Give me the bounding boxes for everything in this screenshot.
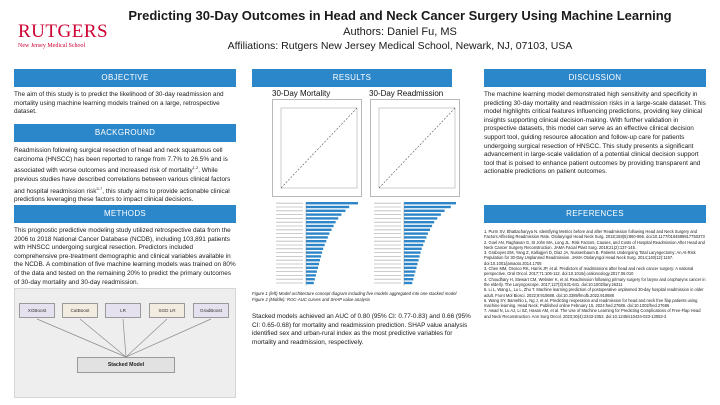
results-heading: RESULTS — [252, 69, 452, 87]
background-heading: BACKGROUND — [14, 124, 236, 142]
shap-chart-mortality — [272, 199, 362, 289]
shap-bar — [404, 210, 445, 212]
background-text-c: , this study aims to provide actionable clinical predictions leveraging these factors to impact clinical decisions. — [14, 187, 230, 204]
figure-caption-1: Figure 1 (left) Model architecture concept diagram including five models aggregated into one stacked model — [252, 291, 457, 296]
background-text-a: Readmission following surgical resection of head and neck squamous cell carcinoma (HNSCC) has been reported to range from 7.7% to 26.5% and is associated with worse outcomes and increased risk of mortality — [14, 147, 228, 175]
figure-caption-2: Figure 2 (Middle): ROC-AUC curves and SHAP value analysis — [252, 296, 371, 302]
shap-bar — [306, 232, 329, 234]
shap-bar — [306, 202, 358, 204]
reference-item: 2. Goel AN, Raghavan G, St John MA, Long JL. Risk Factors, Causes, and Costs of Hospital Readmission After Head and Neck Cancer Surgery Reconstruction. JAMA Facial Plast Surg. 2019;21(2):137-145. — [484, 239, 705, 250]
roc-plot-frame — [281, 108, 357, 188]
shap-bar — [306, 278, 315, 280]
references-list — [484, 229, 706, 319]
shap-bar — [306, 282, 314, 284]
poster-header — [0, 0, 720, 62]
model-box-gradboost: GradBoost — [193, 303, 229, 318]
shap-bar — [306, 263, 319, 265]
roc-svg-mortality — [273, 100, 361, 196]
shap-bar — [404, 282, 412, 284]
objective-heading: OBJECTIVE — [14, 69, 236, 87]
model-box-xgboost: XGBoost — [19, 303, 55, 318]
reference-item: 5. Li L, Wang L, Lu L, Zhu T. Machine learning prediction of postoperative unplanned 30-day hospital readmission in older adult. Front Mol Biosci. 2022;9:910688. doi:10.3389/fmolb.2022.910688 — [484, 287, 704, 298]
logo-subtitle: New Jersey Medical School — [18, 43, 86, 49]
shap-svg-mortality — [272, 199, 362, 289]
shap-bar — [306, 244, 325, 246]
logo-wordmark: RUTGERS — [18, 21, 109, 42]
poster-title: Predicting 30-Day Outcomes in Head and Neck Cancer Surgery Using Machine Learning — [128, 8, 672, 23]
background-text — [14, 147, 236, 205]
shap-bar — [306, 213, 341, 215]
methods-heading: METHODS — [14, 205, 236, 223]
reference-item: 1. Purm SV, Bhattacharyya N. Identifying Metrics before and after Readmission following Head and Neck Surgery and Factors Affecting Readmission Rate. Otolaryngol Head Neck Surg. 2018;158(5):860-866. doi:10.1177/0194599817750373 — [484, 229, 705, 240]
shap-bar — [306, 255, 321, 257]
shap-bar — [404, 202, 456, 204]
shap-bar — [306, 270, 317, 272]
references-heading: REFERENCES — [484, 205, 706, 223]
shap-bar — [306, 221, 336, 223]
methods-text: This prognostic predictive modeling study utilized retrospective data from the 2006 to 2018 National Cancer Database (NCDB), including 103,891 patients with HNSCC undergoing surgical resection. Predictors included comprehensive pre-treatment demographic and clinical variables available in the NCDB. A combination of five machine learning models was trained on 80% of the data and tested on the remaining 20% to predict the primary outcomes of 30-day mortality and 30-day readmission. — [14, 227, 236, 286]
shap-bar — [404, 267, 417, 269]
shap-bar — [306, 267, 318, 269]
shap-bar — [306, 217, 338, 219]
shap-bar — [306, 259, 320, 261]
roc-diagonal-line — [379, 108, 455, 188]
reference-item: 6. Wang SY, Bamehlo L, Ng J, et al. Predicting reoperation and readmission for head and neck free flap patients using machine learning. Head Neck. Published online February 15, 2024:hed.27686. doi:10.1002/hed.27686 — [484, 297, 698, 309]
shap-bar — [306, 248, 323, 250]
shap-bar — [404, 229, 430, 231]
reference-item: 3. Graboyes EM, Yang Z, Kallogjeri D, Diaz JA, Nussenbaum B. Patients Undergoing Total Laryngectomy: An At-Risk Population for 30-Day Unplanned Readmission. JAMA Otolaryngol Head Neck Surg. 2014;140(12):1157. doi:10.1001/jamaoto.2014.1705 — [484, 250, 696, 266]
shap-bar — [404, 278, 413, 280]
shap-bar — [404, 255, 420, 257]
shap-bar — [306, 206, 349, 208]
shap-bar — [404, 251, 421, 253]
shap-bar — [404, 232, 428, 234]
shap-bar — [404, 274, 414, 276]
shap-svg-readmission — [370, 199, 460, 289]
reference-item: 3. Chen MM, Orosco RK, Harris JP, et al. Predictors of readmissions after head and neck cancer surgery: A national perspective. Oral Oncol. 2017;71:106-112. doi:10.1016/j.oraloncology.2017.06.010 — [484, 266, 694, 277]
shap-bar — [306, 225, 334, 227]
model-box-catboost: CatBoost — [62, 303, 98, 318]
shap-bar — [306, 240, 326, 242]
shap-bar — [404, 259, 419, 261]
shap-bar — [306, 210, 346, 212]
shap-bar — [306, 274, 316, 276]
background-ref-a: 1,2 — [192, 165, 199, 171]
roc-chart-mortality — [272, 99, 362, 197]
roc-chart-readmission — [370, 99, 460, 197]
panel-label-mortality: 30-Day Mortality — [272, 89, 331, 98]
shap-bar — [404, 217, 437, 219]
shap-bar — [404, 206, 451, 208]
model-box-lr: LR — [105, 303, 141, 318]
roc-plot-frame — [379, 108, 455, 188]
roc-diagonal-line — [281, 108, 357, 188]
shap-bar — [404, 213, 441, 215]
shap-bar — [306, 229, 332, 231]
shap-bar — [404, 236, 426, 238]
stacked-model-diagram — [14, 288, 236, 398]
discussion-text: The machine learning model demonstrated high sensitivity and specificity in predicting 30-day mortality and readmission risks in a large-scale dataset. This model highlights critical features influencing predictions, providing key clinical insights supporting clinical decision-making. With further validation in prospective datasets, this model can serve as an effective clinical decision support tool, guiding resource allocation and follow-up care for patients undergoing surgical resection of HNSCC. This study presents a significant advancement in large-scale validation of a potential clinical decision support tool that is poised to enhance patient outcomes by providing transparent and actionable predictions on patient outcomes. — [484, 91, 706, 176]
shap-bar — [404, 270, 415, 272]
shap-bar — [404, 240, 425, 242]
shap-chart-readmission — [370, 199, 460, 289]
panel-label-readmission: 30-Day Readmission — [369, 89, 444, 98]
shap-bar — [306, 236, 328, 238]
shap-bar — [306, 251, 322, 253]
stacked-model-box: Stacked Model — [77, 357, 175, 373]
figure-caption — [252, 291, 472, 302]
rutgers-logo — [18, 22, 108, 52]
shap-bar — [404, 263, 418, 265]
shap-bar — [404, 225, 432, 227]
background-ref-b: 3-7 — [96, 185, 103, 191]
poster-affiliations: Affiliations: Rutgers New Jersey Medical School, Newark, NJ, 07103, USA — [227, 40, 573, 52]
model-box-sgd-lr: SGD LR — [149, 303, 185, 318]
background-text-b: . While previous studies have described correlations between various clinical factors and hospital readmission risk — [14, 167, 231, 195]
discussion-heading: DISCUSSION — [484, 69, 706, 87]
objective-text: The aim of this study is to predict the likelihood of 30-day readmission and mortality using machine learning models trained on a large, retrospective dataset. — [14, 91, 224, 116]
shap-bar — [404, 244, 423, 246]
results-text: Stacked models achieved an AUC of 0.80 (95% CI: 0.77-0.83) and 0.66 (95% CI: 0.65-0.68) for mortality and readmission prediction. SHAP value analysis identified sex and urban-rural index as the most predictive variables for mortality and readmission, respectively. — [252, 313, 471, 346]
poster-authors: Authors: Daniel Fu, MS — [343, 26, 457, 38]
reference-item: 7. Awad N, Lu AJ, Li SZ, Hasan AM, et al. The Use of Machine Learning for Predicting Complications of Free-Flap Head and Neck Reconstruction. Ann Surg Oncol. 2023;30(4):2343-2352. doi:10.1245/s10434-023-13053-3 — [484, 308, 701, 319]
shap-bar — [404, 248, 422, 250]
reference-item: 4. Choudhary H, Stewart CM, Webster K, et al. Readmission following primary surgery for larynx and oropharynx cancer in the elderly. The Laryngoscope. 2017;127(3):631-641. doi:10.1002/lary.26311 — [484, 276, 706, 287]
roc-svg-readmission — [371, 100, 459, 196]
shap-bar — [404, 221, 434, 223]
